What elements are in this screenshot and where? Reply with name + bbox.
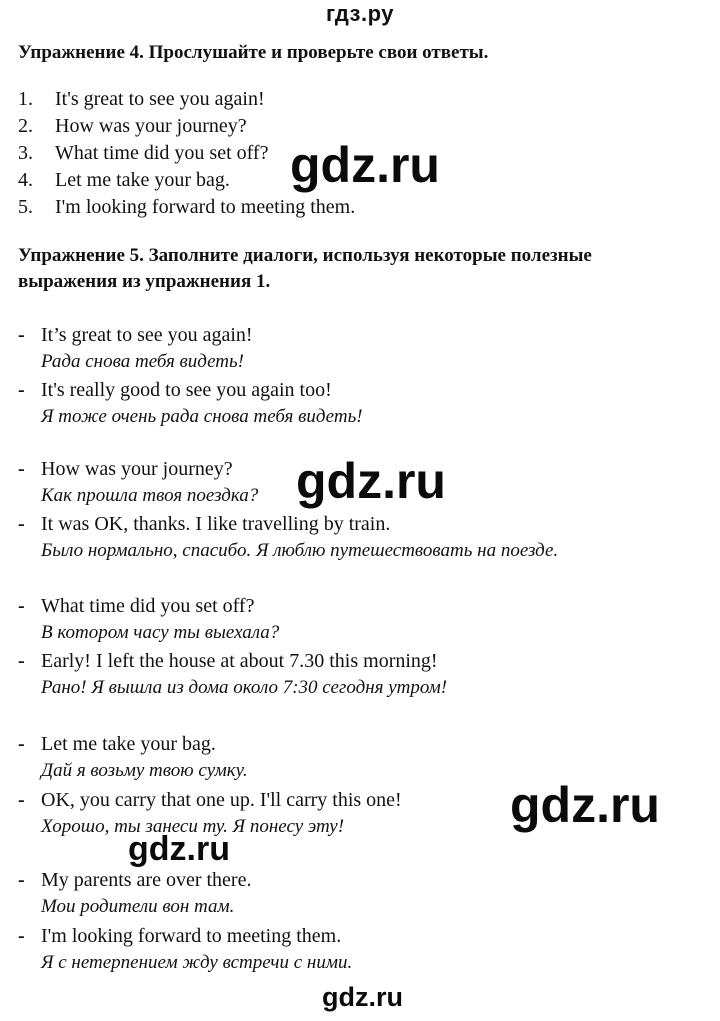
english-line: OK, you carry that one up. I'll carry this one! [41,789,402,811]
dash-marker: - [18,324,25,346]
item-text: Let me take your bag. [55,169,230,191]
dialogue-line [18,593,279,646]
dialogue-line [18,377,363,430]
item-number: 4. [18,169,33,191]
watermark: gdz.ru [296,453,446,509]
dash-marker: - [18,379,25,401]
dash-marker: - [18,595,25,617]
exercise-5-heading-line-2: выражения из упражнения 1. [18,271,271,292]
dialogue-line [18,511,558,564]
dialogue-line [18,923,352,976]
russian-translation: Было нормально, спасибо. Я люблю путешествовать на поезде. [41,540,559,561]
dash-marker: - [18,869,25,891]
item-text: It's great to see you again! [55,88,265,110]
russian-translation: В котором часу ты выехала? [41,622,280,643]
exercise-4-heading: Упражнение 4. Прослушайте и проверьте свои ответы. [18,42,489,63]
item-number: 5. [18,196,33,218]
site-title: гдз.ру [326,1,394,26]
russian-translation: Дай я возьму твою сумку. [41,760,248,781]
russian-translation: Я с нетерпением жду встречи с ними. [41,952,353,973]
dialogue-line [18,867,251,920]
russian-translation: Рано! Я вышла из дома около 7:30 сегодня утром! [41,677,448,698]
dialogue-line [18,731,248,784]
english-line: Early! I left the house at about 7.30 this morning! [41,650,438,672]
dash-marker: - [18,513,25,535]
watermark: gdz.ru [510,777,660,833]
item-number: 1. [18,88,33,110]
english-line: It was OK, thanks. I like travelling by train. [41,513,391,535]
dash-marker: - [18,733,25,755]
english-line: It’s great to see you again! [41,324,253,346]
english-line: How was your journey? [41,458,233,480]
item-text: I'm looking forward to meeting them. [55,196,356,218]
dash-marker: - [18,925,25,947]
russian-translation: Мои родители вон там. [41,896,235,917]
item-text: How was your journey? [55,115,247,137]
watermark: gdz.ru [290,137,440,193]
russian-translation: Рада снова тебя видеть! [41,351,245,372]
item-text: What time did you set off? [55,142,269,164]
watermark: gdz.ru [128,830,230,868]
russian-translation: Я тоже очень рада снова тебя видеть! [41,406,363,427]
dash-marker: - [18,789,25,811]
english-line: What time did you set off? [41,595,255,617]
item-number: 3. [18,142,33,164]
watermark: gdz.ru [322,982,403,1012]
dash-marker: - [18,650,25,672]
russian-translation: Как прошла твоя поездка? [41,485,259,506]
list-item [18,194,355,221]
english-line: I'm looking forward to meeting them. [41,925,342,947]
russian-translation: Хорошо, ты занеси ту. Я понесу эту! [41,816,345,837]
exercise-5-heading-line-1: Упражнение 5. Заполните диалоги, используя некоторые полезные [18,245,592,266]
list-item [18,86,355,113]
item-number: 2. [18,115,33,137]
english-line: Let me take your bag. [41,733,216,755]
dash-marker: - [18,458,25,480]
exercise-5-heading [18,243,708,295]
english-line: It's really good to see you again too! [41,379,332,401]
dialogue-line [18,322,253,375]
english-line: My parents are over there. [41,869,252,891]
dialogue-line [18,456,258,509]
dialogue-line [18,648,447,701]
